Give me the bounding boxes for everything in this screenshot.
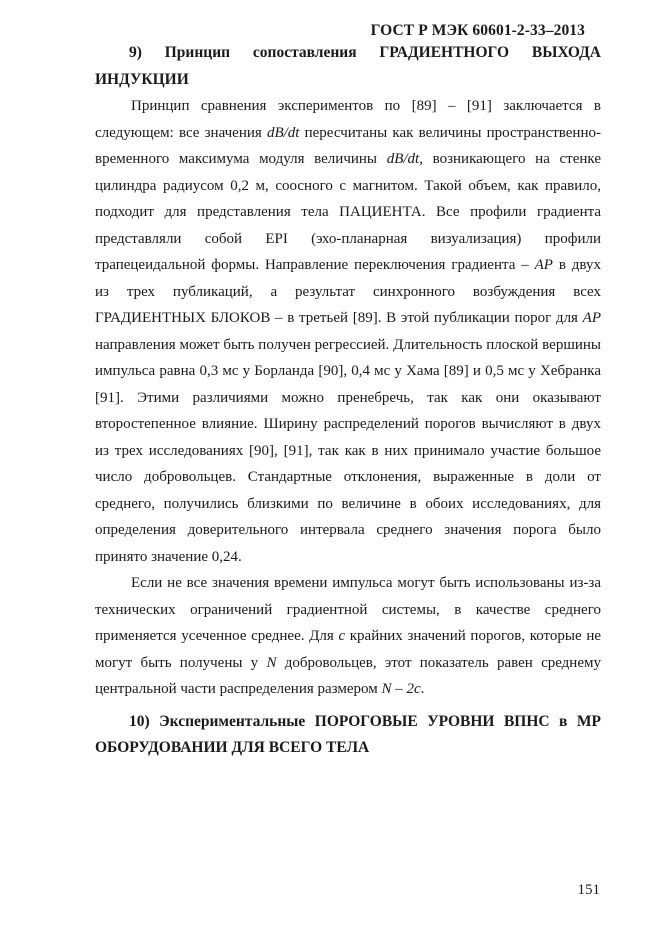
italic-term: c xyxy=(338,628,346,644)
section-9-paragraph-1: Принцип сравнения экспериментов по [89] – [91] заключается в следующем: все значения dB/dt пересчитаны как величины пространственно-временного максимума модуля величины dB/dt, возникающего на стенке цилиндра радиусом 0,2 м, соосного с магнитом. Такой объем, как правило, подходит для представления тела ПАЦИЕНТА. Все профили градиента представляли собой EPI (эхо-планарная визуализация) профили трапецеидальной формы. Направление переключения градиента – AP в двух из трех публикаций, а результат синхронного возбуждения всех ГРАДИЕНТНЫХ БЛОКОВ – в третьей [89]. В этой публикации порог для AP направления может быть получен регрессией. Длительность плоской вершины импульса равна 0,3 мс у Борланда [90], 0,4 мс у Хама [89] и 0,5 мс у Хебранка [91]. Этими различиями можно пренебречь, так как они оказывают второстепенное влияние. Ширину распределений порогов вычисляют в двух из трех исследованиях [90], [91], так как в них принимало участие большое число добровольцев. Стандартные отклонения, выраженные в доли от среднего, получились близкими по величине в обоих исследованиях, для определения доверительного интервала среднего значения порога было принято значение 0,24. xyxy=(95,98,601,565)
page-number: 151 xyxy=(577,882,600,898)
section-9-heading: 9) Принцип сопоставления ГРАДИЕНТНОГО ВЫХОДА ИНДУКЦИИ xyxy=(95,44,601,88)
italic-term: N xyxy=(266,654,277,671)
page-content xyxy=(95,40,601,762)
italic-term: AP xyxy=(582,310,601,326)
section-10-heading: 10) Экспериментальные ПОРОГОВЫЕ УРОВНИ ВПНС в МР ОБОРУДОВАНИИ ДЛЯ ВСЕГО ТЕЛА xyxy=(95,712,601,756)
section-9-paragraph-2: Если не все значения времени импульса могут быть использованы из-за технических ограничений градиентной системы, в качестве среднего применяется усеченное среднее. Для c крайних значений порогов, которые не могут быть получены у N добровольцев, этот показатель равен среднему центральной части распределения размером N – 2c. xyxy=(95,575,601,697)
italic-term: dB/dt xyxy=(386,151,420,167)
italic-term: N – 2c xyxy=(381,681,421,697)
italic-term: dB/dt xyxy=(266,124,300,141)
standard-header: ГОСТ Р МЭК 60601-2-33–2013 xyxy=(370,22,585,39)
italic-term: AP xyxy=(534,257,553,273)
